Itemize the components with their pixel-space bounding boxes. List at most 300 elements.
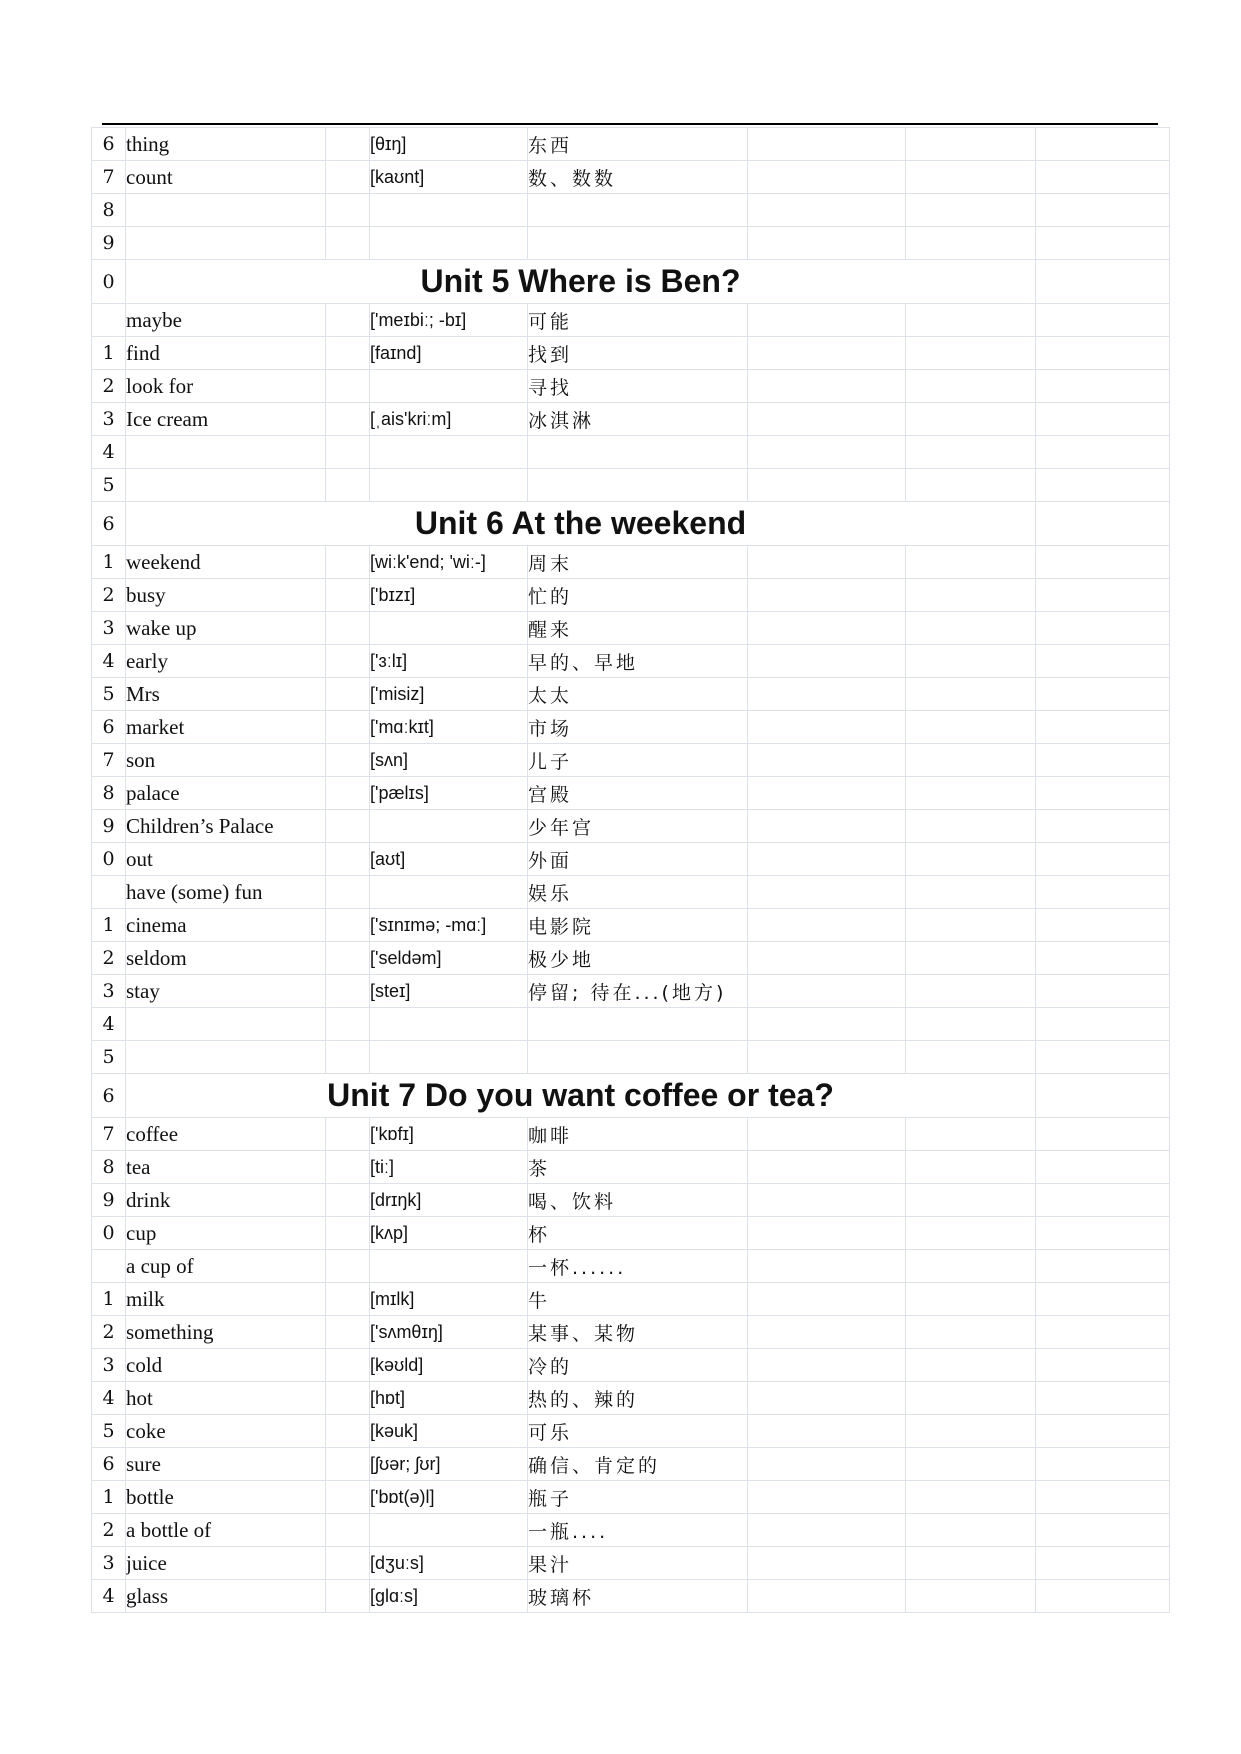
english-word: glass — [126, 1580, 326, 1613]
blank-cell — [748, 1283, 906, 1316]
phonetic-transcription: [dʒuːs] — [370, 1547, 528, 1580]
vocab-row — [92, 1316, 1170, 1349]
row-number — [92, 304, 126, 337]
blank-cell — [1036, 876, 1170, 909]
blank-cell — [1036, 1184, 1170, 1217]
blank-cell — [748, 128, 906, 161]
english-word: a cup of — [126, 1250, 326, 1283]
blank-cell — [906, 1316, 1036, 1349]
english-word — [126, 227, 326, 260]
chinese-meaning: 东西 — [528, 128, 748, 161]
english-word — [126, 469, 326, 502]
chinese-meaning: 儿子 — [528, 744, 748, 777]
blank-cell — [326, 403, 370, 436]
blank-cell — [326, 1008, 370, 1041]
blank-cell — [1036, 1041, 1170, 1074]
vocab-row — [92, 678, 1170, 711]
phonetic-transcription — [370, 370, 528, 403]
blank-cell — [906, 1151, 1036, 1184]
vocab-row — [92, 161, 1170, 194]
blank-cell — [748, 1349, 906, 1382]
blank-cell — [326, 1118, 370, 1151]
blank-cell — [326, 942, 370, 975]
blank-cell — [906, 1041, 1036, 1074]
english-word: Mrs — [126, 678, 326, 711]
phonetic-transcription: [ʃʊər; ʃʊr] — [370, 1448, 528, 1481]
blank-cell — [326, 1316, 370, 1349]
blank-cell — [748, 909, 906, 942]
english-word: thing — [126, 128, 326, 161]
chinese-meaning: 咖啡 — [528, 1118, 748, 1151]
unit-heading-row — [92, 1074, 1170, 1118]
english-word: a bottle of — [126, 1514, 326, 1547]
blank-cell — [1036, 909, 1170, 942]
blank-cell — [906, 128, 1036, 161]
vocab-row — [92, 1217, 1170, 1250]
blank-cell — [906, 942, 1036, 975]
chinese-meaning: 醒来 — [528, 612, 748, 645]
blank-cell — [1036, 1382, 1170, 1415]
blank-cell — [1036, 744, 1170, 777]
chinese-meaning: 电影院 — [528, 909, 748, 942]
blank-cell — [1036, 469, 1170, 502]
chinese-meaning: 少年宫 — [528, 810, 748, 843]
blank-cell — [748, 1151, 906, 1184]
blank-cell — [748, 810, 906, 843]
blank-cell — [326, 744, 370, 777]
chinese-meaning: 冷的 — [528, 1349, 748, 1382]
phonetic-transcription — [370, 227, 528, 260]
chinese-meaning: 数、数数 — [528, 161, 748, 194]
vocab-row — [92, 1250, 1170, 1283]
phonetic-transcription — [370, 1008, 528, 1041]
row-number: 4 — [92, 1008, 126, 1041]
blank-cell — [326, 1448, 370, 1481]
blank-cell — [748, 645, 906, 678]
blank-cell — [326, 1547, 370, 1580]
blank-cell — [1036, 645, 1170, 678]
blank-cell — [326, 909, 370, 942]
phonetic-transcription: [glɑːs] — [370, 1580, 528, 1613]
english-word: count — [126, 161, 326, 194]
chinese-meaning: 喝、饮料 — [528, 1184, 748, 1217]
row-number: 5 — [92, 1415, 126, 1448]
blank-cell — [748, 194, 906, 227]
vocab-row — [92, 711, 1170, 744]
blank-cell — [1036, 1349, 1170, 1382]
blank-cell — [326, 1250, 370, 1283]
unit-title: Unit 5 Where is Ben? — [126, 260, 1036, 304]
blank-cell — [326, 1283, 370, 1316]
vocab-row — [92, 1008, 1170, 1041]
blank-cell — [906, 678, 1036, 711]
chinese-meaning: 可乐 — [528, 1415, 748, 1448]
phonetic-transcription: ['pælɪs] — [370, 777, 528, 810]
chinese-meaning: 玻璃杯 — [528, 1580, 748, 1613]
vocab-row — [92, 337, 1170, 370]
phonetic-transcription: [hɒt] — [370, 1382, 528, 1415]
blank-cell — [326, 1151, 370, 1184]
blank-cell — [906, 810, 1036, 843]
blank-cell — [1036, 436, 1170, 469]
row-number: 8 — [92, 194, 126, 227]
phonetic-transcription: [aʊt] — [370, 843, 528, 876]
row-number — [92, 1250, 126, 1283]
english-word: palace — [126, 777, 326, 810]
blank-cell — [326, 1514, 370, 1547]
vocab-row — [92, 777, 1170, 810]
chinese-meaning: 娱乐 — [528, 876, 748, 909]
vocab-row — [92, 304, 1170, 337]
vocab-row — [92, 876, 1170, 909]
blank-cell — [906, 194, 1036, 227]
phonetic-transcription: [θɪŋ] — [370, 128, 528, 161]
blank-cell — [1036, 1151, 1170, 1184]
blank-cell — [326, 161, 370, 194]
blank-cell — [748, 161, 906, 194]
english-word: Children’s Palace — [126, 810, 326, 843]
phonetic-transcription: ['bɪzɪ] — [370, 579, 528, 612]
blank-cell — [906, 227, 1036, 260]
chinese-meaning: 可能 — [528, 304, 748, 337]
vocab-row — [92, 1547, 1170, 1580]
blank-cell — [748, 304, 906, 337]
english-word: bottle — [126, 1481, 326, 1514]
blank-cell — [326, 1481, 370, 1514]
vocab-row — [92, 128, 1170, 161]
blank-cell — [748, 1580, 906, 1613]
blank-cell — [748, 337, 906, 370]
english-word: Ice cream — [126, 403, 326, 436]
row-number: 6 — [92, 1448, 126, 1481]
blank-cell — [1036, 1217, 1170, 1250]
vocab-row — [92, 370, 1170, 403]
english-word: hot — [126, 1382, 326, 1415]
vocab-row — [92, 1448, 1170, 1481]
english-word: juice — [126, 1547, 326, 1580]
blank-cell — [326, 678, 370, 711]
vocab-row — [92, 843, 1170, 876]
blank-cell — [326, 227, 370, 260]
phonetic-transcription: ['mɑːkɪt] — [370, 711, 528, 744]
row-number: 5 — [92, 1041, 126, 1074]
vocab-row — [92, 744, 1170, 777]
blank-cell — [326, 1415, 370, 1448]
blank-cell — [326, 1382, 370, 1415]
row-number: 3 — [92, 975, 126, 1008]
english-word: busy — [126, 579, 326, 612]
blank-cell — [326, 337, 370, 370]
blank-cell — [748, 678, 906, 711]
vocab-row — [92, 1151, 1170, 1184]
phonetic-transcription — [370, 1250, 528, 1283]
phonetic-transcription — [370, 1041, 528, 1074]
english-word: cinema — [126, 909, 326, 942]
chinese-meaning: 宫殿 — [528, 777, 748, 810]
vocab-row — [92, 1580, 1170, 1613]
phonetic-transcription: [kʌp] — [370, 1217, 528, 1250]
phonetic-transcription: [kəuk] — [370, 1415, 528, 1448]
english-word: weekend — [126, 546, 326, 579]
vocab-row — [92, 227, 1170, 260]
blank-cell — [748, 370, 906, 403]
row-number: 1 — [92, 337, 126, 370]
chinese-meaning — [528, 469, 748, 502]
row-number: 4 — [92, 436, 126, 469]
blank-cell — [748, 711, 906, 744]
blank-cell — [326, 876, 370, 909]
blank-cell — [326, 810, 370, 843]
blank-cell — [906, 612, 1036, 645]
blank-cell — [906, 645, 1036, 678]
blank-cell — [1036, 260, 1170, 304]
unit-heading-row — [92, 502, 1170, 546]
blank-cell — [906, 711, 1036, 744]
chinese-meaning: 外面 — [528, 843, 748, 876]
english-word: wake up — [126, 612, 326, 645]
row-number: 4 — [92, 1382, 126, 1415]
blank-cell — [906, 1118, 1036, 1151]
phonetic-transcription — [370, 194, 528, 227]
blank-cell — [906, 975, 1036, 1008]
english-word: cold — [126, 1349, 326, 1382]
row-number: 5 — [92, 469, 126, 502]
blank-cell — [1036, 777, 1170, 810]
phonetic-transcription — [370, 1514, 528, 1547]
english-word: out — [126, 843, 326, 876]
row-number: 1 — [92, 1283, 126, 1316]
chinese-meaning: 周末 — [528, 546, 748, 579]
blank-cell — [906, 1481, 1036, 1514]
vocab-row — [92, 1415, 1170, 1448]
blank-cell — [1036, 1514, 1170, 1547]
row-number: 2 — [92, 1514, 126, 1547]
blank-cell — [906, 1382, 1036, 1415]
row-number: 7 — [92, 161, 126, 194]
english-word — [126, 194, 326, 227]
blank-cell — [1036, 1448, 1170, 1481]
vocab-row — [92, 546, 1170, 579]
blank-cell — [748, 843, 906, 876]
blank-cell — [326, 370, 370, 403]
blank-cell — [748, 1217, 906, 1250]
chinese-meaning: 一瓶.... — [528, 1514, 748, 1547]
vocab-row — [92, 975, 1170, 1008]
english-word: coke — [126, 1415, 326, 1448]
row-number: 2 — [92, 1316, 126, 1349]
blank-cell — [748, 1481, 906, 1514]
blank-cell — [1036, 1316, 1170, 1349]
blank-cell — [906, 1008, 1036, 1041]
blank-cell — [1036, 128, 1170, 161]
phonetic-transcription — [370, 469, 528, 502]
blank-cell — [748, 942, 906, 975]
blank-cell — [1036, 942, 1170, 975]
blank-cell — [748, 1250, 906, 1283]
english-word: son — [126, 744, 326, 777]
row-number: 1 — [92, 546, 126, 579]
chinese-meaning: 冰淇淋 — [528, 403, 748, 436]
chinese-meaning: 茶 — [528, 1151, 748, 1184]
vocabulary-rows — [92, 128, 1170, 1613]
english-word — [126, 436, 326, 469]
row-number: 8 — [92, 777, 126, 810]
blank-cell — [748, 1382, 906, 1415]
blank-cell — [906, 1580, 1036, 1613]
blank-cell — [326, 194, 370, 227]
phonetic-transcription — [370, 612, 528, 645]
chinese-meaning: 寻找 — [528, 370, 748, 403]
vocab-row — [92, 1514, 1170, 1547]
row-number: 2 — [92, 942, 126, 975]
row-number: 9 — [92, 810, 126, 843]
row-number: 0 — [92, 1217, 126, 1250]
blank-cell — [1036, 403, 1170, 436]
english-word — [126, 1008, 326, 1041]
phonetic-transcription: ['sɪnɪmə; -mɑː] — [370, 909, 528, 942]
phonetic-transcription: ['bɒt(ə)l] — [370, 1481, 528, 1514]
blank-cell — [748, 876, 906, 909]
blank-cell — [906, 744, 1036, 777]
row-number: 9 — [92, 1184, 126, 1217]
blank-cell — [748, 1448, 906, 1481]
blank-cell — [1036, 678, 1170, 711]
vocab-row — [92, 810, 1170, 843]
blank-cell — [906, 1250, 1036, 1283]
blank-cell — [1036, 1481, 1170, 1514]
row-number: 3 — [92, 1547, 126, 1580]
english-word: cup — [126, 1217, 326, 1250]
blank-cell — [906, 1415, 1036, 1448]
blank-cell — [748, 436, 906, 469]
blank-cell — [906, 436, 1036, 469]
phonetic-transcription: [mɪlk] — [370, 1283, 528, 1316]
blank-cell — [1036, 227, 1170, 260]
chinese-meaning — [528, 194, 748, 227]
english-word: maybe — [126, 304, 326, 337]
blank-cell — [326, 777, 370, 810]
chinese-meaning: 热的、辣的 — [528, 1382, 748, 1415]
vocab-row — [92, 645, 1170, 678]
blank-cell — [326, 1041, 370, 1074]
english-word: find — [126, 337, 326, 370]
vocab-row — [92, 1283, 1170, 1316]
english-word: early — [126, 645, 326, 678]
chinese-meaning: 瓶子 — [528, 1481, 748, 1514]
row-number: 4 — [92, 1580, 126, 1613]
phonetic-transcription — [370, 810, 528, 843]
blank-cell — [326, 469, 370, 502]
phonetic-transcription: ['misiz] — [370, 678, 528, 711]
blank-cell — [1036, 337, 1170, 370]
blank-cell — [906, 777, 1036, 810]
blank-cell — [906, 579, 1036, 612]
blank-cell — [326, 579, 370, 612]
blank-cell — [906, 304, 1036, 337]
row-number: 1 — [92, 1481, 126, 1514]
blank-cell — [906, 161, 1036, 194]
chinese-meaning — [528, 436, 748, 469]
blank-cell — [1036, 304, 1170, 337]
blank-cell — [906, 843, 1036, 876]
phonetic-transcription: [wiːk'end; 'wiː-] — [370, 546, 528, 579]
chinese-meaning: 极少地 — [528, 942, 748, 975]
blank-cell — [748, 1008, 906, 1041]
row-number: 4 — [92, 645, 126, 678]
vocab-row — [92, 1118, 1170, 1151]
row-number: 2 — [92, 579, 126, 612]
blank-cell — [1036, 502, 1170, 546]
phonetic-transcription — [370, 436, 528, 469]
blank-cell — [748, 546, 906, 579]
phonetic-transcription: ['kɒfɪ] — [370, 1118, 528, 1151]
chinese-meaning: 杯 — [528, 1217, 748, 1250]
row-number: 6 — [92, 128, 126, 161]
blank-cell — [1036, 546, 1170, 579]
blank-cell — [748, 1118, 906, 1151]
row-number: 8 — [92, 1151, 126, 1184]
row-number: 5 — [92, 678, 126, 711]
blank-cell — [748, 1041, 906, 1074]
unit-title: Unit 7 Do you want coffee or tea? — [126, 1074, 1036, 1118]
blank-cell — [748, 1184, 906, 1217]
chinese-meaning: 牛 — [528, 1283, 748, 1316]
blank-cell — [748, 227, 906, 260]
row-number: 7 — [92, 744, 126, 777]
row-number: 1 — [92, 909, 126, 942]
phonetic-transcription: ['sʌmθɪŋ] — [370, 1316, 528, 1349]
blank-cell — [748, 777, 906, 810]
vocab-row — [92, 1481, 1170, 1514]
blank-cell — [326, 436, 370, 469]
blank-cell — [326, 1184, 370, 1217]
row-number: 6 — [92, 1074, 126, 1118]
blank-cell — [748, 975, 906, 1008]
blank-cell — [748, 403, 906, 436]
english-word: something — [126, 1316, 326, 1349]
vocab-row — [92, 612, 1170, 645]
blank-cell — [1036, 843, 1170, 876]
blank-cell — [906, 469, 1036, 502]
blank-cell — [326, 546, 370, 579]
row-number: 0 — [92, 260, 126, 304]
vocab-row — [92, 194, 1170, 227]
english-word: milk — [126, 1283, 326, 1316]
vocab-row — [92, 1184, 1170, 1217]
blank-cell — [748, 612, 906, 645]
unit-heading-row — [92, 260, 1170, 304]
blank-cell — [1036, 975, 1170, 1008]
blank-cell — [906, 1217, 1036, 1250]
row-number — [92, 876, 126, 909]
blank-cell — [906, 1283, 1036, 1316]
blank-cell — [1036, 1547, 1170, 1580]
blank-cell — [748, 579, 906, 612]
blank-cell — [1036, 810, 1170, 843]
english-word: have (some) fun — [126, 876, 326, 909]
phonetic-transcription: ['seldəm] — [370, 942, 528, 975]
row-number: 3 — [92, 403, 126, 436]
blank-cell — [1036, 1415, 1170, 1448]
phonetic-transcription: [kəʊld] — [370, 1349, 528, 1382]
blank-cell — [906, 1514, 1036, 1547]
blank-cell — [1036, 579, 1170, 612]
header-rule — [102, 123, 1158, 125]
english-word: coffee — [126, 1118, 326, 1151]
chinese-meaning: 找到 — [528, 337, 748, 370]
blank-cell — [1036, 161, 1170, 194]
blank-cell — [1036, 1250, 1170, 1283]
